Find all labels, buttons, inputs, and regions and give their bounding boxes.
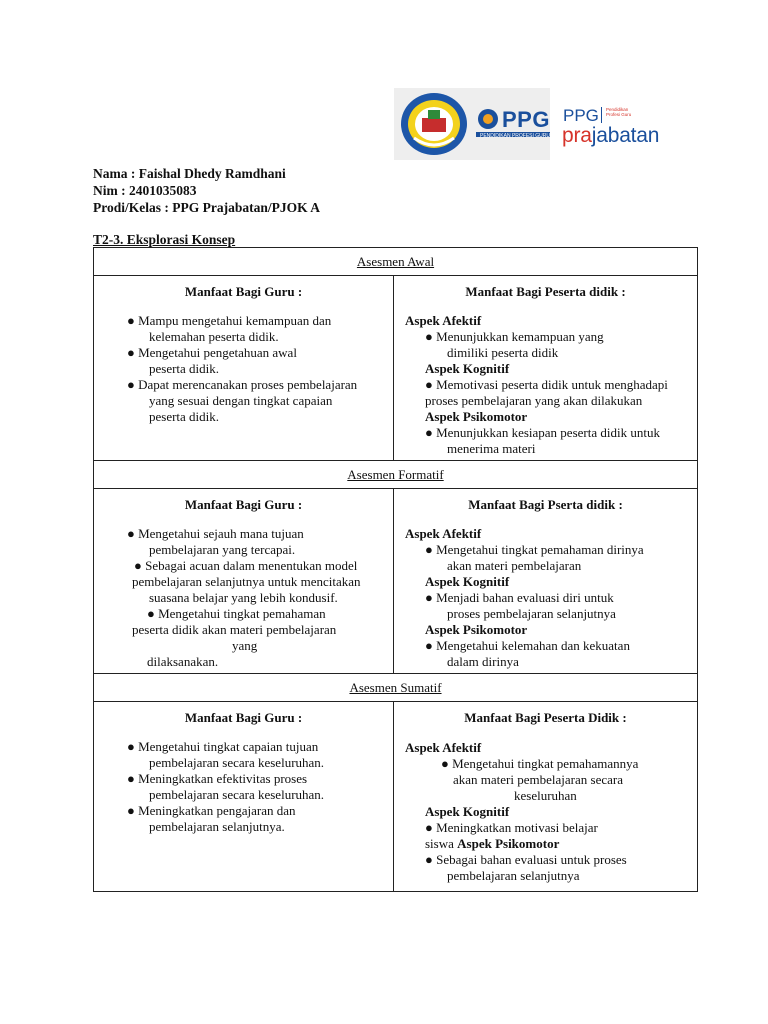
- afektif-line: akan materi pembelajaran secara: [453, 772, 623, 787]
- asesmen-awal-guru-line: ● Dapat merencanakan proses pembelajaran: [127, 377, 358, 392]
- asesmen-formatif-guru-line: pembelajaran selanjutnya untuk mencitakan: [132, 574, 361, 589]
- asesmen-formatif-guru-line: yang: [232, 638, 258, 653]
- psikomotor-line: ● Mengetahui kelemahan dan kekuatan: [425, 638, 630, 653]
- asesmen-sumatif-peserta-title: Manfaat Bagi Peserta Didik :: [464, 710, 627, 725]
- psikomotor-line: ● Menunjukkan kesiapan peserta didik untuk: [425, 425, 660, 440]
- asesmen-sumatif-guru-line: ● Mengetahui tingkat capaian tujuan: [127, 739, 319, 754]
- kognitif-line: ● Meningkatkan motivasi belajar: [425, 820, 598, 835]
- asesmen-awal-guru-cell: [94, 276, 394, 461]
- asesmen-awal-guru-line: peserta didik.: [149, 409, 220, 424]
- asesmen-formatif-header: Asesmen Formatif: [94, 461, 698, 489]
- aspek-afektif: Aspek Afektif: [405, 313, 482, 328]
- ppg-logo-text: PPG: [502, 107, 550, 132]
- asesmen-table: [93, 247, 698, 892]
- asesmen-sumatif-guru-line: pembelajaran selanjutnya.: [149, 819, 285, 834]
- asesmen-sumatif-guru-line: pembelajaran secara keseluruhan.: [149, 787, 325, 802]
- asesmen-formatif-guru-line: pembelajaran yang tercapai.: [149, 542, 296, 557]
- afektif-line: dimiliki peserta didik: [447, 345, 559, 360]
- psikomotor-line: dalam dirinya: [447, 654, 519, 669]
- prajabatan-logo-text: [562, 124, 659, 148]
- asesmen-formatif-guru-line: ● Mengetahui sejauh mana tujuan: [127, 526, 304, 541]
- siswa-prefix: siswa: [425, 836, 458, 851]
- asesmen-formatif-guru-title: Manfaat Bagi Guru :: [184, 497, 303, 512]
- kognitif-line: proses pembelajaran selanjutnya: [447, 606, 616, 621]
- asesmen-formatif-guru-line: peserta didik akan materi pembelajaran: [132, 622, 337, 637]
- afektif-line: ● Mengetahui tingkat pemahaman dirinya: [425, 542, 644, 557]
- ppg-prajabatan-logo-text: PPG: [563, 106, 599, 125]
- asesmen-awal-guru-line: kelemahan peserta didik.: [149, 329, 279, 344]
- aspek-afektif: Aspek Afektif: [405, 740, 482, 755]
- afektif-line: keseluruhan: [514, 788, 577, 803]
- afektif-line: ● Mengetahui tingkat pemahamannya: [441, 756, 639, 771]
- logo-separator: [601, 107, 602, 123]
- ppg-logo-subtext: PENDIDIKAN PROFESI GURU: [480, 133, 551, 139]
- asesmen-formatif-guru-cell: [94, 489, 394, 674]
- student-info: [93, 165, 320, 216]
- student-prodi: Prodi/Kelas : PPG Prajabatan/PJOK A: [93, 200, 320, 215]
- asesmen-awal-guru-line: ● Mengetahui pengetahuan awal: [127, 345, 297, 360]
- aspek-psikomotor: Aspek Psikomotor: [457, 836, 560, 851]
- prajabatan-jabatan: jabatan: [591, 124, 660, 147]
- aspek-kognitif: Aspek Kognitif: [425, 574, 510, 589]
- asesmen-formatif-guru-line: ● Mengetahui tingkat pemahaman: [147, 606, 326, 621]
- section-title: T2-3. Eksplorasi Konsep: [93, 232, 236, 247]
- afektif-line: ● Menunjukkan kemampuan yang: [425, 329, 604, 344]
- afektif-line: akan materi pembelajaran: [447, 558, 582, 573]
- siswa-psikomotor-line: [405, 836, 697, 852]
- asesmen-formatif-guru-line: ● Sebagai acuan dalam menentukan model: [134, 558, 358, 573]
- asesmen-formatif-guru-line: dilaksanakan.: [147, 654, 219, 669]
- student-nim: Nim : 2401035083: [93, 183, 197, 198]
- aspek-psikomotor: Aspek Psikomotor: [425, 622, 528, 637]
- aspek-afektif: Aspek Afektif: [405, 526, 482, 541]
- prajabatan-pra: pra: [562, 124, 592, 147]
- asesmen-awal-header: Asesmen Awal: [94, 248, 698, 276]
- asesmen-sumatif-header: Asesmen Sumatif: [94, 674, 698, 702]
- kognitif-line: proses pembelajaran yang akan dilakukan: [425, 393, 643, 408]
- kognitif-line: ● Memotivasi peserta didik untuk menghadapi: [425, 377, 668, 392]
- psikomotor-line: menerima materi: [447, 441, 536, 456]
- asesmen-formatif-peserta-cell: [394, 489, 698, 674]
- psikomotor-line: pembelajaran selanjutnya: [447, 868, 580, 883]
- asesmen-awal-guru-line: ● Mampu mengetahui kemampuan dan: [127, 313, 332, 328]
- asesmen-formatif-peserta-title: Manfaat Bagi Pserta didik :: [468, 497, 623, 512]
- asesmen-sumatif-guru-line: ● Meningkatkan efektivitas proses: [127, 771, 308, 786]
- asesmen-awal-guru-title: Manfaat Bagi Guru :: [184, 284, 303, 299]
- asesmen-sumatif-guru-line: ● Meningkatkan pengajaran dan: [127, 803, 296, 818]
- kognitif-line: ● Menjadi bahan evaluasi diri untuk: [425, 590, 614, 605]
- university-seal-icon: [398, 90, 470, 158]
- asesmen-sumatif-guru-line: pembelajaran secara keseluruhan.: [149, 755, 325, 770]
- ppg-prajabatan-tagline: Pendidikan Profesi Guru: [606, 107, 632, 117]
- asesmen-awal-guru-line: peserta didik.: [149, 361, 220, 376]
- aspek-kognitif: Aspek Kognitif: [425, 804, 510, 819]
- asesmen-sumatif-peserta-cell: [394, 702, 698, 892]
- asesmen-awal-guru-line: yang sesuai dengan tingkat capaian: [149, 393, 333, 408]
- asesmen-sumatif-guru-cell: [94, 702, 394, 892]
- asesmen-awal-peserta-cell: [394, 276, 698, 461]
- asesmen-sumatif-guru-title: Manfaat Bagi Guru :: [184, 710, 303, 725]
- aspek-kognitif: Aspek Kognitif: [425, 361, 510, 376]
- asesmen-awal-peserta-title: Manfaat Bagi Peserta didik :: [465, 284, 626, 299]
- aspek-psikomotor: Aspek Psikomotor: [425, 409, 528, 424]
- psikomotor-line: ● Sebagai bahan evaluasi untuk proses: [425, 852, 627, 867]
- asesmen-formatif-guru-line: suasana belajar yang lebih kondusif.: [149, 590, 338, 605]
- student-name: Nama : Faishal Dhedy Ramdhani: [93, 166, 286, 181]
